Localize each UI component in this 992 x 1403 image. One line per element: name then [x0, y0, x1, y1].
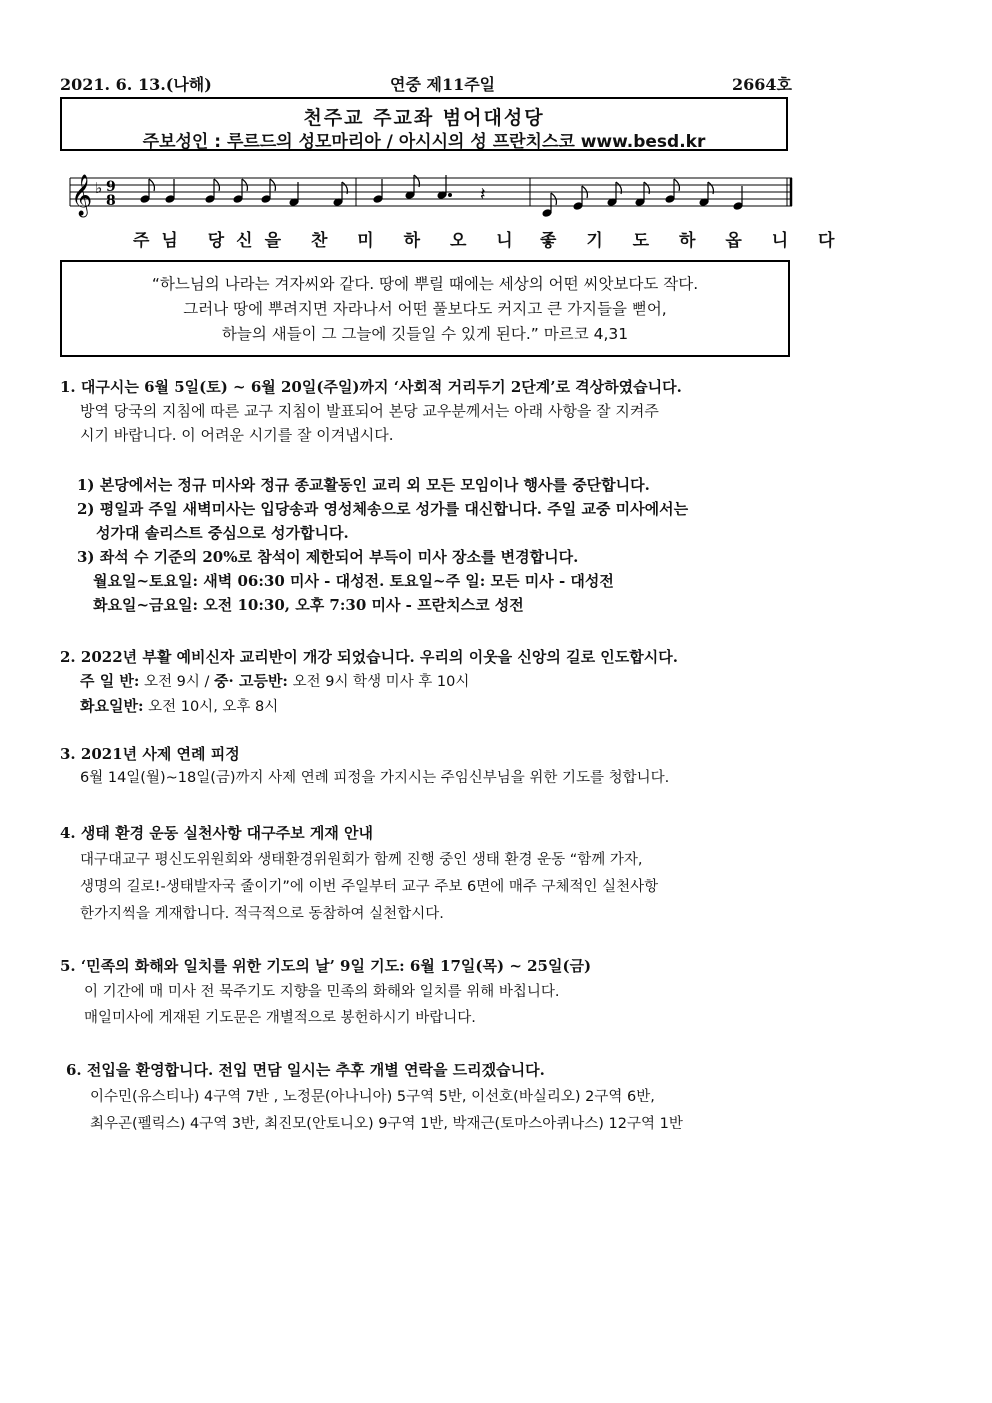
time-signature-top: 9 [106, 179, 116, 195]
hymn-lyrics-1: 주님 당신을 찬 미 하 오 니 [133, 231, 525, 251]
notice-4-title: 4. 생태 환경 운동 실천사항 대구주보 게재 안내 [60, 824, 374, 842]
notice-6-body: 이수민(유스티나) 4구역 7반 , 노정문(아나니아) 5구역 5반, 이선호(바실리오) 2구역 6반, [90, 1089, 655, 1105]
notice-1-title: 1. 대구시는 6월 5일(토) ~ 6월 20일(주일)까지 ‘사회적 거리두기 2단계’로 격상하였습니다. [60, 378, 682, 396]
notice-6 [66, 1057, 806, 1138]
notice-6-body: 최우곤(펠릭스) 4구역 3반, 최진모(안토니오) 9구역 1반, 박재근(토마스아퀴나스) 12구역 1반 [90, 1116, 683, 1132]
church-title-box [60, 97, 788, 151]
notice-1-body: 시기 바랍니다. 이 어려운 시기를 잘 이겨냅시다. [80, 426, 394, 444]
notice-3-body: 6월 14일(월)~18일(금)까지 사제 연례 피정을 가지시는 주임신부님을 위한 기도를 청합니다. [80, 770, 670, 786]
notice-1-item: 화요일~금요일: 오전 10:30, 오후 7:30 미사 - 프란치스코 성전 [93, 596, 524, 614]
quarter-rest-icon: 𝄽 [480, 184, 486, 205]
notice-4-body: 대구대교구 평신도위원회와 생태환경위원회가 함께 진행 중인 생태 환경 운동 “함께 가자, [80, 852, 643, 868]
notice-1-items [60, 473, 800, 617]
notice-4 [60, 820, 800, 928]
notice-1-item: 1) 본당에서는 정규 미사와 정규 종교활동인 교리 외 모든 모임이나 행사를 중단합니다. [77, 476, 650, 494]
time-signature-bottom: 8 [106, 193, 116, 209]
notice-5-title: 5. ‘민족의 화해와 일치를 위한 기도의 날’ 9일 기도: 6월 17일(목) ~ 25일(금) [60, 957, 592, 975]
quote-line: 하늘의 새들이 그 그늘에 깃들일 수 있게 된다.” 마르코 4,31 [221, 325, 629, 343]
flat-icon: ♭ [95, 179, 103, 197]
quote-line: “하느님의 나라는 겨자씨와 같다. 땅에 뿌릴 때에는 세상의 어떤 씨앗보다도 작다. [151, 275, 699, 293]
notice-5-body: 이 기간에 매 미사 전 묵주기도 지향을 민족의 화해와 일치를 위해 바칩니다. [84, 984, 560, 1000]
hymn-staff [60, 166, 794, 218]
bulletin-date: 2021. 6. 13.(나해) [60, 75, 212, 94]
note-dot [449, 194, 452, 197]
treble-clef-icon: 𝄞 [71, 175, 93, 216]
notice-6-title: 6. 전입을 환영합니다. 전입 면담 일시는 추후 개별 연락을 드리겠습니다. [66, 1061, 545, 1079]
class-time-tuesday: 오전 10시, 오후 8시 [143, 699, 279, 715]
notice-4-body: 생명의 길로!-생태발자국 줄이기”에 이번 주일부터 교구 주보 6면에 매주 구체적인 실천사항 [80, 879, 659, 895]
class-time-sunday: 오전 9시 / [139, 674, 215, 690]
liturgical-sunday: 연중 제11주일 [390, 75, 496, 94]
notice-5-body: 매일미사에 게재된 기도문은 개별적으로 봉헌하시기 바랍니다. [84, 1010, 476, 1026]
class-label-sunday: 주 일 반: [80, 672, 140, 690]
quote-line: 그러나 땅에 뿌려지면 자라나서 어떤 풀보다도 커지고 큰 가지들을 뻗어, [183, 300, 667, 318]
notice-1-item: 월요일~토요일: 새벽 06:30 미사 - 대성전. 토요일~주 일: 모든 미사 - 대성전 [93, 572, 614, 590]
issue-number: 2664호 [732, 75, 792, 94]
hymn-lyrics-2: 좋 기 도 하 옵 니 다 [540, 231, 847, 251]
church-name: 천주교 주교좌 범어대성당 [303, 107, 545, 129]
notice-3-title: 3. 2021년 사제 연례 피정 [60, 745, 240, 763]
notice-2 [60, 645, 800, 719]
notice-5 [60, 953, 800, 1031]
gospel-quote-box [60, 260, 790, 357]
class-label-youth: 중· 고등반: [214, 672, 288, 690]
notice-4-body: 한가지씩을 게재합니다. 적극적으로 동참하여 실천합시다. [80, 906, 444, 922]
class-time-youth: 오전 9시 학생 미사 후 10시 [287, 674, 470, 690]
notice-1-body: 방역 당국의 지침에 따른 교구 지침이 발표되어 본당 교우분께서는 아래 사항을 잘 지켜주 [80, 402, 659, 420]
notice-1-item: 3) 좌석 수 기준의 20%로 참석이 제한되어 부득이 미사 장소를 변경합니다. [77, 548, 579, 566]
notice-1-item: 2) 평일과 주일 새벽미사는 입당송과 영성체송으로 성가를 대신합니다. 주일 교중 미사에서는 [77, 500, 689, 518]
patron-saints: 주보성인 : 루르드의 성모마리아 / 아시시의 성 프란치스코 www.besd.kr [142, 132, 706, 152]
notice-1-item: 성가대 솔리스트 중심으로 성가합니다. [96, 524, 349, 542]
class-label-tuesday: 화요일반: [80, 697, 144, 715]
notice-3 [60, 742, 800, 790]
notice-1 [60, 375, 800, 447]
notice-2-title: 2. 2022년 부활 예비신자 교리반이 개강 되었습니다. 우리의 이웃을 신앙의 길로 인도합시다. [60, 648, 678, 666]
